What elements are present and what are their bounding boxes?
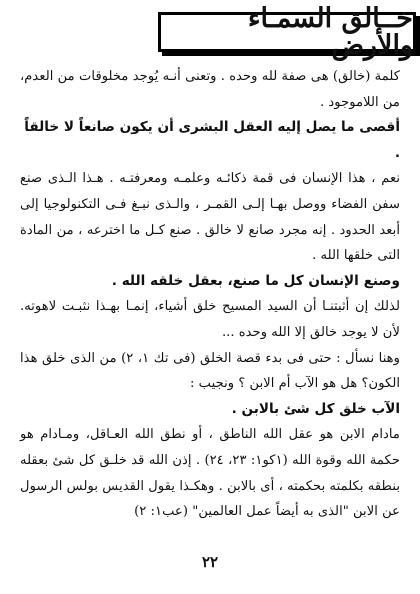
bold-statement: أقصى ما يصل إليه العقل البشرى أن يكون صانعاً لا خالقاً . [24, 119, 400, 161]
bold-statement: الآب خلق كل شئ بالابن . [231, 400, 400, 417]
paragraph: لذلك إن أثبتنـا أن السيد المسيح خلق أشياء، إنمـا بهـذا نثبـت لاهوته. لأن لا يوجد خالق إلا الله وحده ... [20, 299, 400, 340]
page-body [20, 52, 400, 525]
paragraph: مادام الابن هو عقل الله الناطق ، أو نطق الله العـاقل، ومـادام هو حكمة الله وقوة الله (١كو١: ٢٣، ٢٤) . إذن الله قد خلـق كل شئ بعقله بنطقه بكلمته بحكمته ، أى بالابن . وهكـذا يقول القديس بولس الرسول عن الابن "الذى به أيضاً عمل العالمين" (عب١: ٢) [20, 427, 400, 520]
paragraph: وهنا نسأل : حتى فى بدء قصة الخلق (فى تك ١، ٢) من الذى خلق هذا الكون؟ هل هو الآب أم الابن ؟ ونجيب : [20, 350, 401, 392]
page-number: ٢٢ [201, 553, 219, 571]
paragraph: كلمة (خالق) هى صفة لله وحده . وتعنى أنـه يُوجد مخلوقات من العدم، من اللاموجود . [20, 69, 400, 110]
paragraph: نعم ، هذا الإنسان فى قمة ذكائـه وعلمـه ومعرفتـه . هـذا الـذى صنع سفن الفضاء ووصل بهـا إلـى القمـر ، والـذى نبـغ فـى التكنولوجيا إلى أبعد الحدود . إنه مجرد صانع لا خالق . صنع كـل ما اخترعه ، من المادة التى خلقها الله . [20, 171, 400, 264]
chapter-title: خــالق السمـاء والأرض [158, 12, 416, 52]
bold-statement: وصنع الإنسان كل ما صنع، بعقل خلقه الله . [111, 272, 400, 289]
